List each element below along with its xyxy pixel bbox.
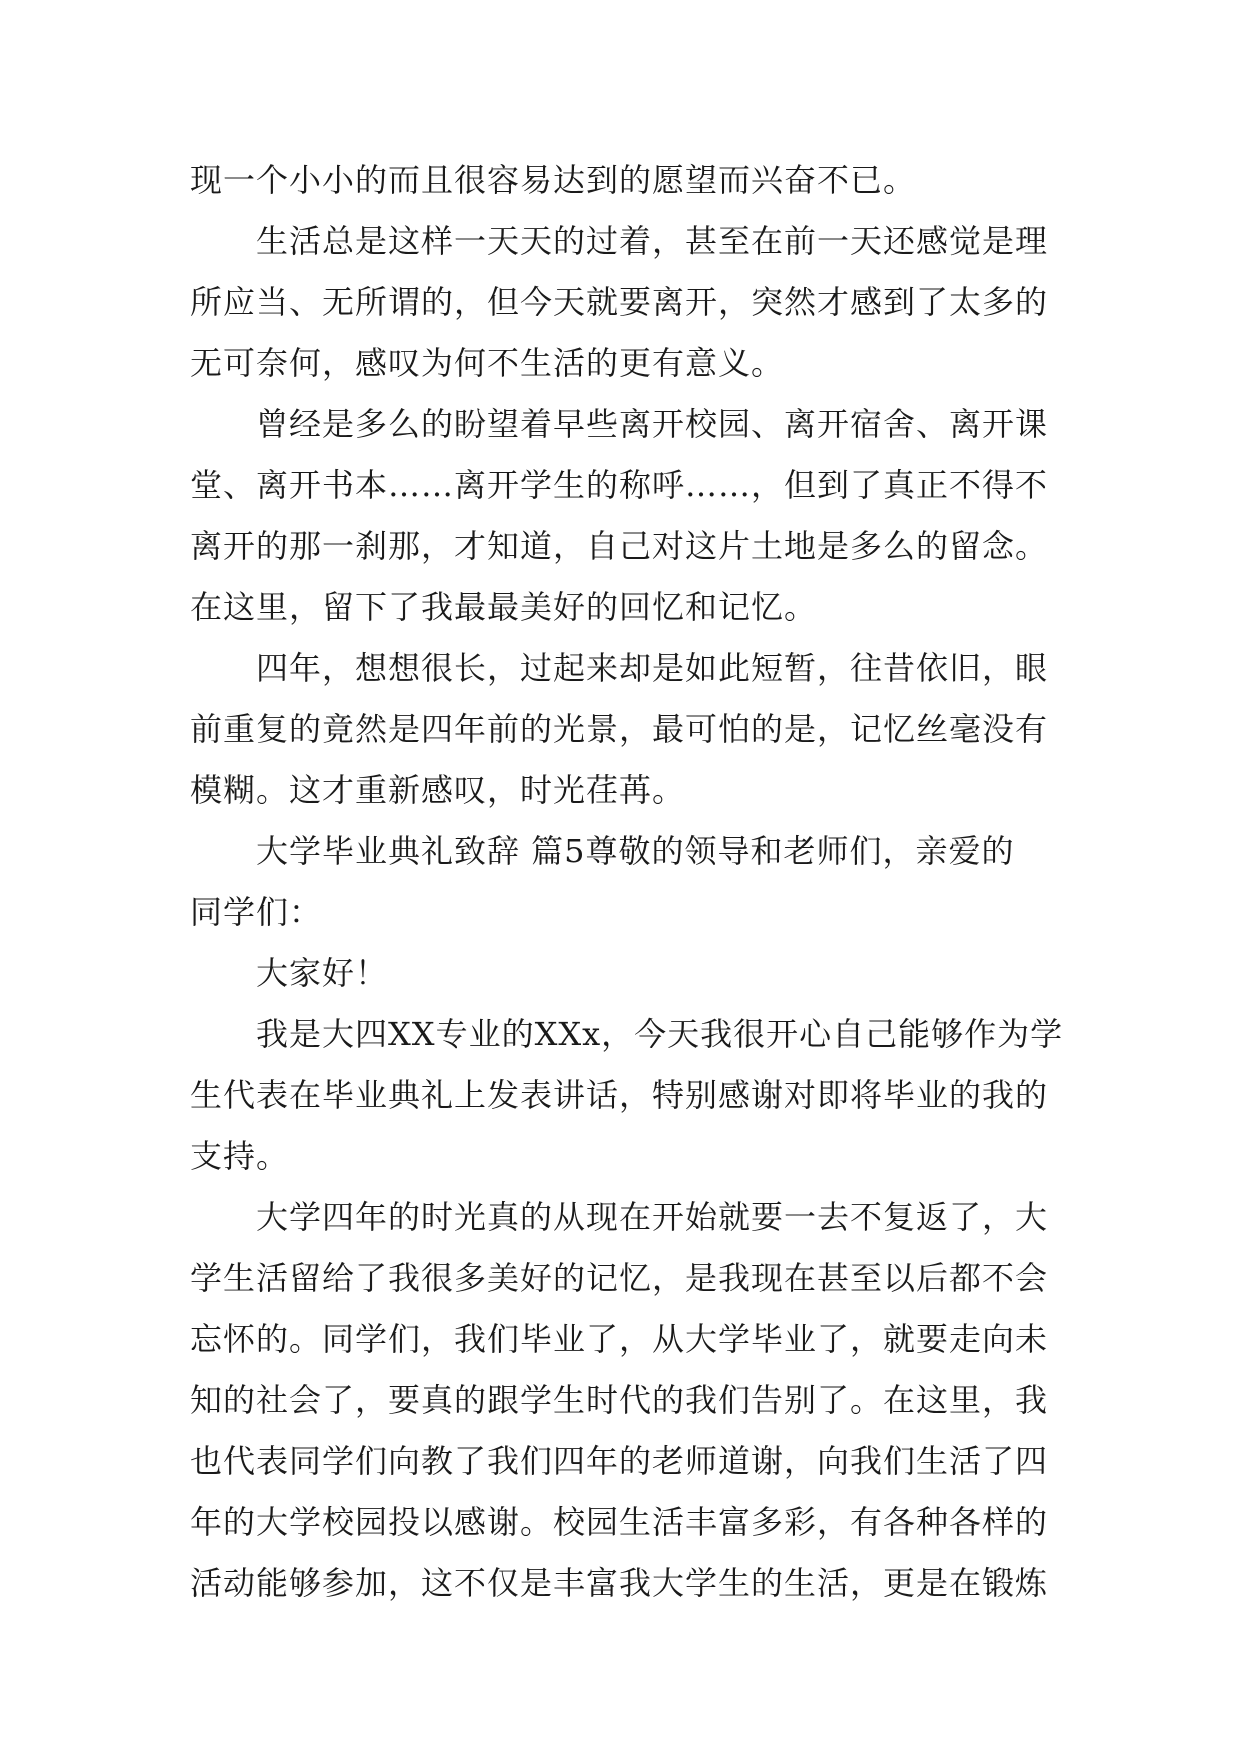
text-line: 在这里，留下了我最最美好的回忆和记忆。 xyxy=(190,588,818,626)
text-line: 活动能够参加，这不仅是丰富我大学生的生活，更是在锻炼 xyxy=(190,1564,1049,1602)
text-line: 大学四年的时光真的从现在开始就要一去不复返了，大 xyxy=(256,1198,1049,1236)
text-line: 现一个小小的而且很容易达到的愿望而兴奋不已。 xyxy=(190,161,917,199)
text-line: 模糊。这才重新感叹，时光荏苒。 xyxy=(190,771,686,809)
greeting-line: 大家好！ xyxy=(256,954,389,992)
text-line: 堂、离开书本……离开学生的称呼……，但到了真正不得不 xyxy=(190,466,1049,504)
text-line: 学生活留给了我很多美好的记忆，是我现在甚至以后都不会 xyxy=(190,1259,1049,1297)
text-line: 支持。 xyxy=(190,1137,290,1175)
text-line: 我是大四XX专业的XXx，今天我很开心自己能够作为学 xyxy=(256,1015,1064,1053)
section-heading-line: 大学毕业典礼致辞 篇5尊敬的领导和老师们，亲爱的 xyxy=(256,832,1015,870)
text-line: 无可奈何，感叹为何不生活的更有意义。 xyxy=(190,344,785,382)
text-line: 生活总是这样一天天的过着，甚至在前一天还感觉是理 xyxy=(256,222,1049,260)
text-line: 所应当、无所谓的，但今天就要离开，突然才感到了太多的 xyxy=(190,283,1049,321)
text-line: 前重复的竟然是四年前的光景，最可怕的是，记忆丝毫没有 xyxy=(190,710,1049,748)
text-line: 知的社会了，要真的跟学生时代的我们告别了。在这里，我 xyxy=(190,1381,1049,1419)
text-line: 生代表在毕业典礼上发表讲话，特别感谢对即将毕业的我的 xyxy=(190,1076,1049,1114)
text-line: 年的大学校园投以感谢。校园生活丰富多彩，有各种各样的 xyxy=(190,1503,1049,1541)
text-line: 也代表同学们向教了我们四年的老师道谢，向我们生活了四 xyxy=(190,1442,1049,1480)
text-line: 同学们： xyxy=(190,893,323,931)
text-line: 忘怀的。同学们，我们毕业了，从大学毕业了，就要走向未 xyxy=(190,1320,1049,1358)
text-line: 曾经是多么的盼望着早些离开校园、离开宿舍、离开课 xyxy=(256,405,1049,443)
text-line: 四年，想想很长，过起来却是如此短暂，往昔依旧，眼 xyxy=(256,649,1049,687)
text-line: 离开的那一刹那，才知道，自己对这片土地是多么的留念。 xyxy=(190,527,1049,565)
document-body xyxy=(190,150,1064,1614)
